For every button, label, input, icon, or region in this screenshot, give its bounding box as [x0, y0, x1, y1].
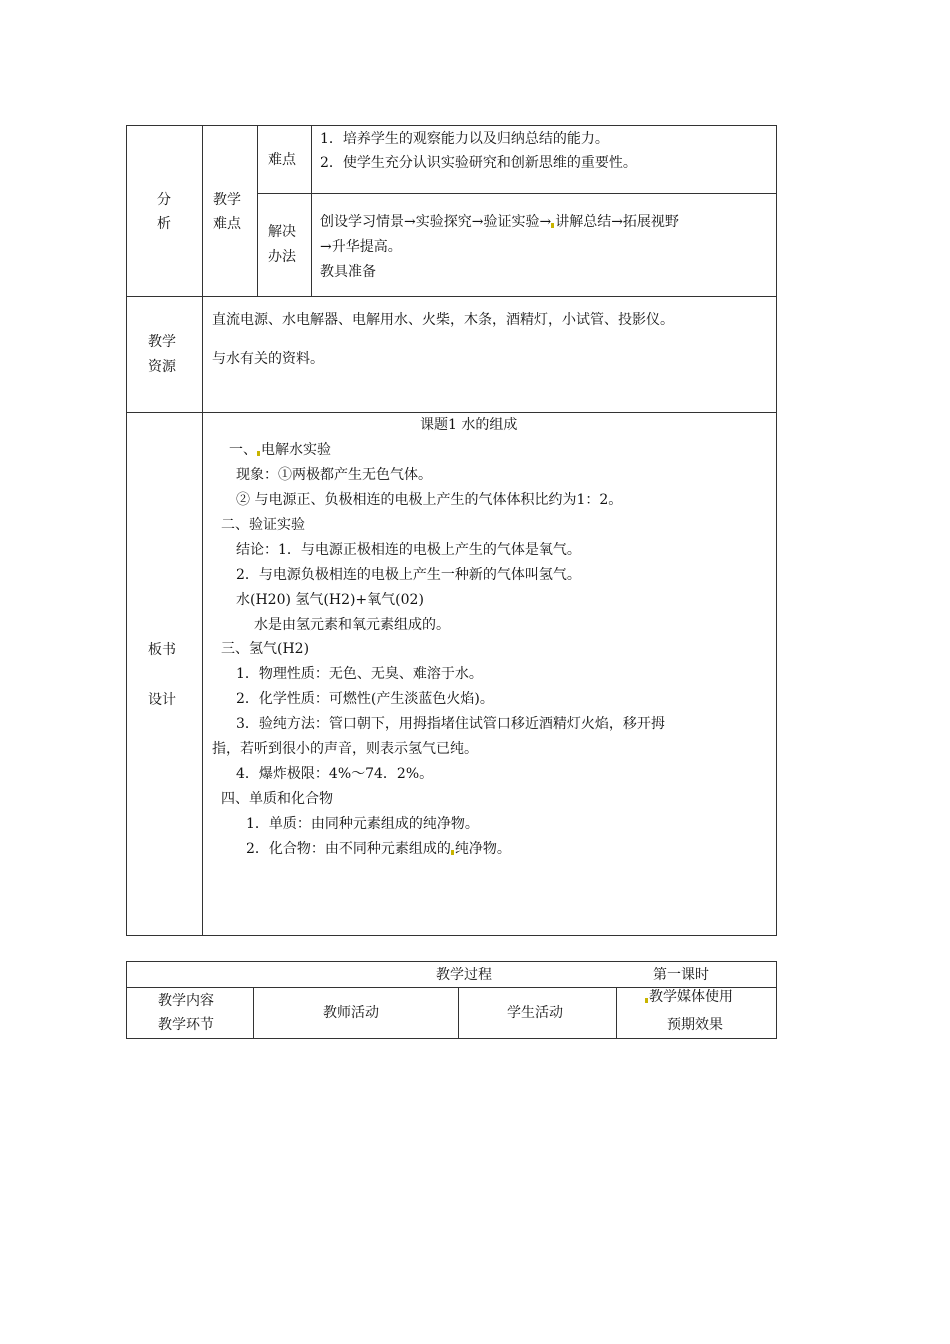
solution-text-b: 讲解总结→拓展视野 — [555, 214, 679, 230]
col-media-text: 教学媒体使用 — [649, 989, 733, 1005]
section-1-title: 电解水实验 — [261, 442, 331, 458]
board-line-3: ② 与电源正、负极相连的电极上产生的气体体积比约为1：2。 — [236, 492, 623, 508]
board-line-6: 2．与电源负极相连的电极上产生一种新的气体叫氢气。 — [236, 567, 581, 583]
col-media-label-2: 预期效果 — [667, 1017, 723, 1033]
difficulty-label: 难点 — [268, 152, 296, 168]
highlight-mark — [551, 223, 554, 228]
highlight-mark — [645, 998, 648, 1003]
board-line-16: 1．单质：由同种元素组成的纯净物。 — [246, 816, 479, 832]
resources-line-1: 直流电源、水电解器、电解用水、火柴，木条，酒精灯，小试管、投影仪。 — [212, 312, 674, 328]
solution-line-3: 教具准备 — [320, 264, 376, 280]
teaching-difficulty-label-1: 教学 — [213, 192, 241, 208]
col-media-label-1 — [645, 987, 733, 1007]
solution-line-2: →升华提高。 — [320, 239, 402, 255]
col-content-label-1: 教学内容 — [158, 993, 214, 1009]
board-line-4: 二、验证实验 — [221, 517, 305, 533]
solution-line-1 — [320, 212, 679, 232]
resources-line-2: 与水有关的资料。 — [212, 351, 324, 367]
section-1-number: 一、 — [229, 442, 257, 458]
difficulty-item-1: 1．培养学生的观察能力以及归纳总结的能力。 — [320, 131, 609, 147]
col-content-label-2: 教学环节 — [158, 1017, 214, 1033]
highlight-mark — [257, 451, 260, 456]
analysis-label-2: 析 — [157, 216, 171, 232]
board-label-1: 板书 — [148, 642, 176, 658]
board-line-15: 四、单质和化合物 — [221, 791, 333, 807]
board-line-5: 结论：1．与电源正极相连的电极上产生的气体是氧气。 — [236, 542, 581, 558]
board-line-17 — [246, 839, 511, 859]
resources-label-2: 资源 — [148, 359, 176, 375]
board-line-2: 现象：①两极都产生无色气体。 — [236, 467, 432, 483]
period-label: 第一课时 — [653, 967, 709, 983]
difficulty-item-2: 2．使学生充分认识实验研究和创新思维的重要性。 — [320, 155, 637, 171]
solution-label-2: 办法 — [268, 249, 296, 265]
resources-label-1: 教学 — [148, 334, 176, 350]
board-line-1 — [229, 440, 331, 460]
board-line-10: 1．物理性质：无色、无臭、难溶于水。 — [236, 666, 483, 682]
compound-text-b: 纯净物。 — [454, 841, 511, 857]
board-line-8: 水是由氢元素和氧元素组成的。 — [254, 617, 450, 633]
col-teacher-activity: 教师活动 — [323, 1005, 379, 1021]
board-line-12: 3．验纯方法：管口朝下，用拇指堵住试管口移近酒精灯火焰，移开拇 — [236, 716, 665, 732]
process-title: 教学过程 — [436, 967, 492, 983]
analysis-label-1: 分 — [157, 192, 171, 208]
board-line-11: 2．化学性质：可燃性(产生淡蓝色火焰)。 — [236, 691, 494, 707]
board-line-9: 三、氢气(H2) — [221, 641, 310, 657]
board-title: 课题1 水的组成 — [420, 417, 518, 433]
board-line-7: 水(H20) 氢气(H2)+氧气(02) — [236, 592, 424, 608]
col-student-activity: 学生活动 — [507, 1005, 563, 1021]
highlight-mark — [451, 850, 454, 855]
solution-text-a: 创设学习情景→实验探究→验证实验→ — [320, 214, 552, 230]
compound-text-a: 2．化合物：由不同种元素组成的 — [246, 841, 451, 857]
solution-label-1: 解决 — [268, 224, 296, 240]
board-label-2: 设计 — [148, 692, 176, 708]
board-line-14: 4．爆炸极限：4%～74．2%。 — [236, 766, 434, 782]
teaching-difficulty-label-2: 难点 — [213, 216, 241, 232]
board-line-13: 指，若听到很小的声音，则表示氢气已纯。 — [212, 741, 478, 757]
